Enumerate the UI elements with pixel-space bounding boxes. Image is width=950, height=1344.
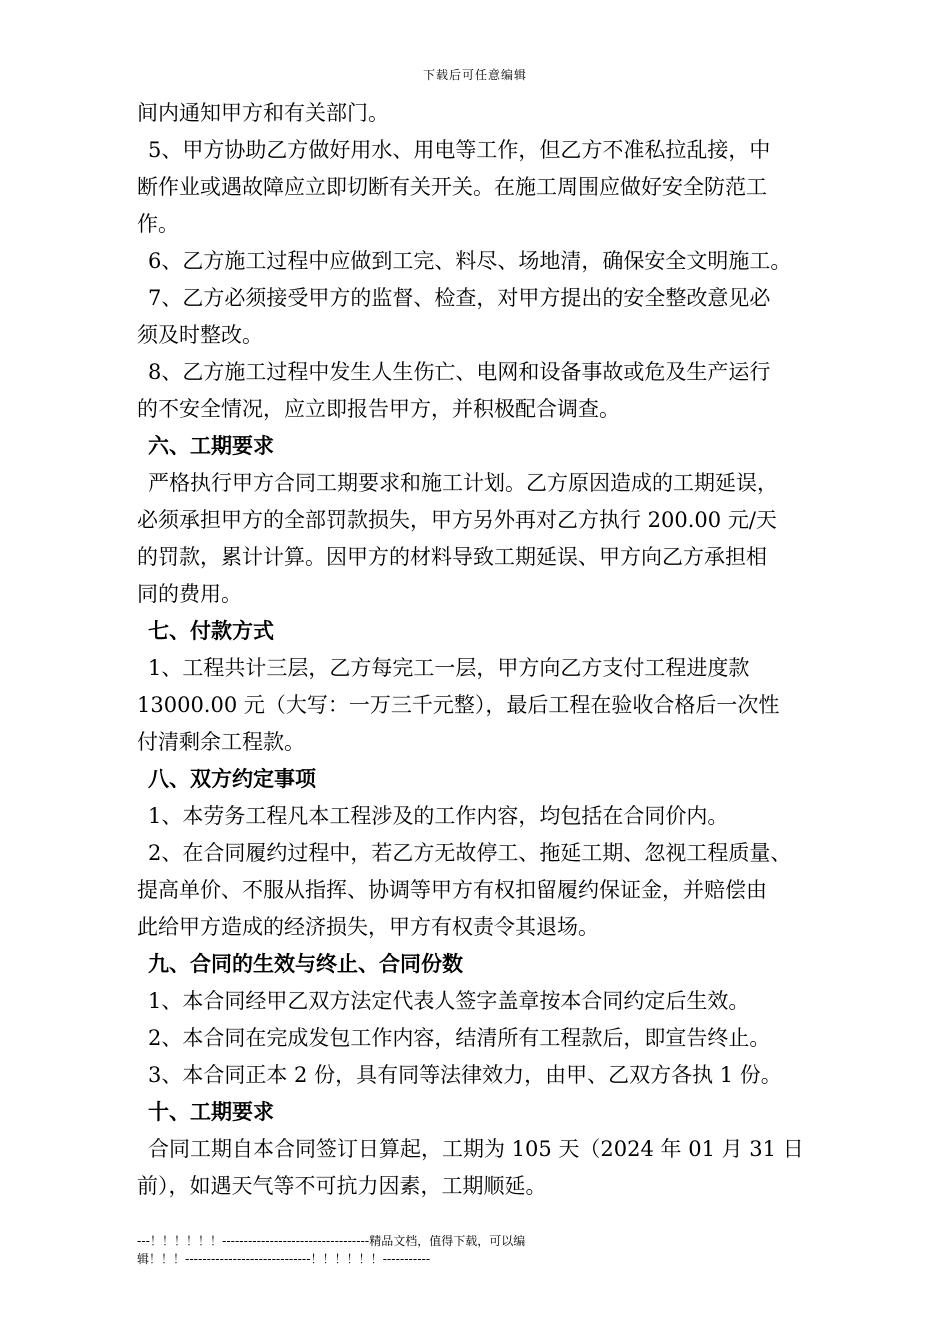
body-line: 作。 xyxy=(137,212,179,236)
body-line: 1、工程共计三层，乙方每完工一层，甲方向乙方支付工程进度款 xyxy=(148,656,750,680)
body-line: 1、本合同经甲乙双方法定代表人签字盖章按本合同约定后生效。 xyxy=(148,989,750,1013)
section-heading: 九、合同的生效与终止、合同份数 xyxy=(148,951,463,976)
body-line: 间内通知甲方和有关部门。 xyxy=(137,101,389,125)
section-heading: 六、工期要求 xyxy=(148,433,274,458)
body-line: 13000.00 元（大写：一万三千元整），最后工程在验收合格后一次性 xyxy=(137,693,780,717)
body-line: 须及时整改。 xyxy=(137,323,263,347)
body-line: 同的费用。 xyxy=(137,582,242,606)
section-heading: 七、付款方式 xyxy=(148,618,274,643)
body-line: 严格执行甲方合同工期要求和施工计划。乙方原因造成的工期延误， xyxy=(148,471,778,495)
body-line: 2、本合同在完成发包工作内容，结清所有工程款后，即宣告终止。 xyxy=(148,1026,771,1050)
body-line: 3、本合同正本 2 份，具有同等法律效力，由甲、乙双方各执 1 份。 xyxy=(148,1063,782,1087)
body-line: 前），如遇天气等不可抗力因素，工期顺延。 xyxy=(137,1174,547,1198)
body-line: 5、甲方协助乙方做好用水、用电等工作，但乙方不准私拉乱接，中 xyxy=(148,138,771,162)
footer-line-1: ---！！！！！！----------------------------------精品文档，值得下载，可以编 xyxy=(137,1234,526,1248)
page-footer xyxy=(137,1232,617,1268)
body-line: 断作业或遇故障应立即切断有关开关。在施工周围应做好安全防范工 xyxy=(137,175,767,199)
body-line: 的不安全情况，应立即报告甲方，并积极配合调查。 xyxy=(137,397,620,421)
body-line: 6、乙方施工过程中应做到工完、料尽、场地清，确保安全文明施工。 xyxy=(148,249,792,273)
page-header: 下载后可任意编辑 xyxy=(422,68,527,82)
body-line: 7、乙方必须接受甲方的监督、检查，对甲方提出的安全整改意见必 xyxy=(148,286,771,310)
body-line: 1、本劳务工程凡本工程涉及的工作内容，均包括在合同价内。 xyxy=(148,804,729,828)
section-heading: 十、工期要求 xyxy=(148,1099,274,1124)
body-line: 此给甲方造成的经济损失，甲方有权责令其退场。 xyxy=(137,915,599,939)
body-line: 8、乙方施工过程中发生人生伤亡、电网和设备事故或危及生产运行 xyxy=(148,360,771,384)
body-line: 付清剩余工程款。 xyxy=(137,730,305,754)
body-line: 合同工期自本合同签订日算起，工期为 105 天（2024 年 01 月 31 日 xyxy=(148,1137,804,1161)
footer-line-2: 辑！！！-----------------------------！！！！！！----------- xyxy=(137,1252,431,1266)
body-line: 必须承担甲方的全部罚款损失，甲方另外再对乙方执行 200.00 元/天 xyxy=(137,508,777,532)
body-line: 2、在合同履约过程中，若乙方无故停工、拖延工期、忽视工程质量、 xyxy=(148,841,792,865)
body-line: 的罚款，累计计算。因甲方的材料导致工期延误、甲方向乙方承担相 xyxy=(137,545,767,569)
section-heading: 八、双方约定事项 xyxy=(148,766,316,791)
body-line: 提高单价、不服从指挥、协调等甲方有权扣留履约保证金，并赔偿由 xyxy=(137,878,767,902)
